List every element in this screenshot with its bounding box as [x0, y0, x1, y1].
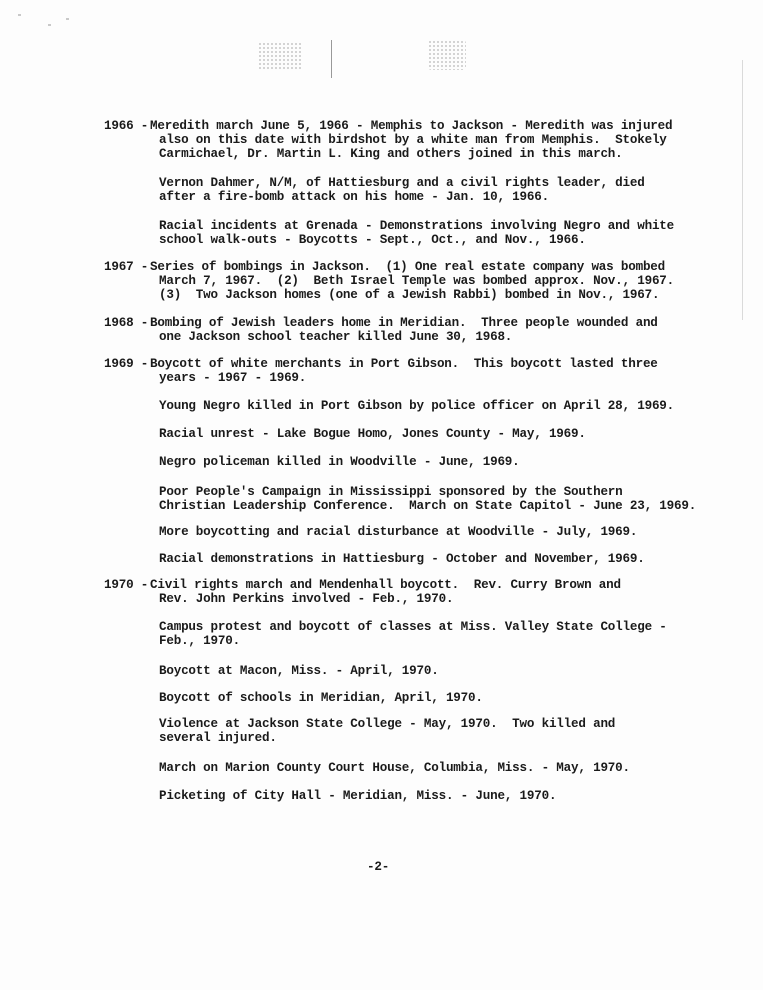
entry-text-line: March on Marion County Court House, Columbia, Miss. - May, 1970. [159, 761, 630, 775]
entry-text-line: More boycotting and racial disturbance at Woodville - July, 1969. [159, 525, 638, 539]
entry-text-line: Boycott of white merchants in Port Gibson. This boycott lasted three [150, 357, 658, 371]
scan-artifact-line [331, 40, 332, 78]
entry-year: 1968 - [104, 316, 149, 330]
entry-text-line: several injured. [159, 731, 277, 745]
entry-text-line: Rev. John Perkins involved - Feb., 1970. [159, 592, 454, 606]
entry-year: 1969 - [104, 357, 149, 371]
entry-year: 1970 - [104, 578, 149, 592]
entry-text-line: Campus protest and boycott of classes at Miss. Valley State College - [159, 620, 667, 634]
entry-text-line: Negro policeman killed in Woodville - June, 1969. [159, 455, 520, 469]
scan-artifact [18, 14, 21, 16]
scan-artifact-line [742, 60, 743, 320]
entry-text-line: Boycott of schools in Meridian, April, 1970. [159, 691, 483, 705]
scan-artifact [66, 18, 69, 20]
scan-artifact [258, 42, 302, 70]
entry-text-line: years - 1967 - 1969. [159, 371, 307, 385]
entry-text-line: Racial unrest - Lake Bogue Homo, Jones County - May, 1969. [159, 427, 586, 441]
entry-text-line: after a fire-bomb attack on his home - Jan. 10, 1966. [159, 190, 549, 204]
entry-text-line: also on this date with birdshot by a white man from Memphis. Stokely [159, 133, 667, 147]
entry-text-line: one Jackson school teacher killed June 30, 1968. [159, 330, 513, 344]
entry-text-line: Racial demonstrations in Hattiesburg - October and November, 1969. [159, 552, 645, 566]
entry-year: 1966 - [104, 119, 149, 133]
entry-text-line: (3) Two Jackson homes (one of a Jewish Rabbi) bombed in Nov., 1967. [159, 288, 660, 302]
entry-text-line: Series of bombings in Jackson. (1) One real estate company was bombed [150, 260, 666, 274]
entry-text-line: Christian Leadership Conference. March on State Capitol - June 23, 1969. [159, 499, 697, 513]
entry-text-line: Meredith march June 5, 1966 - Memphis to Jackson - Meredith was injured [150, 119, 673, 133]
entry-text-line: Bombing of Jewish leaders home in Meridian. Three people wounded and [150, 316, 658, 330]
entry-text-line: school walk-outs - Boycotts - Sept., Oct., and Nov., 1966. [159, 233, 586, 247]
entry-text-line: Vernon Dahmer, N/M, of Hattiesburg and a civil rights leader, died [159, 176, 645, 190]
scan-artifact [428, 40, 466, 70]
entry-text-line: Violence at Jackson State College - May, 1970. Two killed and [159, 717, 616, 731]
scan-artifact [48, 24, 51, 26]
entry-year: 1967 - [104, 260, 149, 274]
entry-text-line: Feb., 1970. [159, 634, 240, 648]
entry-text-line: Racial incidents at Grenada - Demonstrations involving Negro and white [159, 219, 675, 233]
page-number: -2- [367, 860, 390, 874]
entry-text-line: March 7, 1967. (2) Beth Israel Temple was bombed approx. Nov., 1967. [159, 274, 675, 288]
entry-text-line: Carmichael, Dr. Martin L. King and others joined in this march. [159, 147, 623, 161]
entry-text-line: Picketing of City Hall - Meridian, Miss. - June, 1970. [159, 789, 557, 803]
entry-text-line: Boycott at Macon, Miss. - April, 1970. [159, 664, 439, 678]
entry-text-line: Young Negro killed in Port Gibson by police officer on April 28, 1969. [159, 399, 675, 413]
entry-text-line: Civil rights march and Mendenhall boycott. Rev. Curry Brown and [150, 578, 621, 592]
entry-text-line: Poor People's Campaign in Mississippi sponsored by the Southern [159, 485, 623, 499]
